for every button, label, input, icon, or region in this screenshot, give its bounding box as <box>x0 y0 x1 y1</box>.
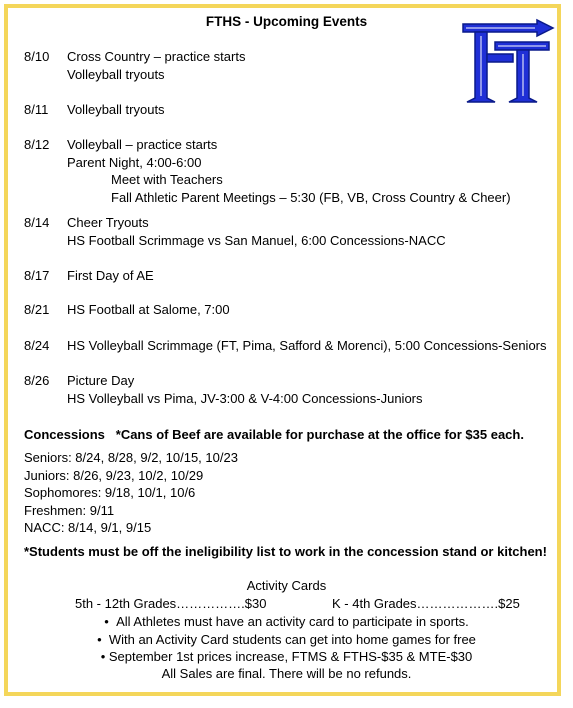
event-line: Parent Night, 4:00-6:00 <box>67 154 202 170</box>
event-line: First Day of AE <box>67 268 154 283</box>
event-subline: Meet with Teachers <box>111 172 223 187</box>
price-grades-k-4: K - 4th Grades……………….$25 <box>332 596 520 611</box>
concessions-schedule <box>24 449 238 537</box>
event-date: 8/24 <box>24 338 50 353</box>
price-grades-5-12: 5th - 12th Grades…………….$30 <box>75 596 267 611</box>
event-line: Volleyball tryouts <box>67 66 165 82</box>
event-line: HS Volleyball vs Pima, JV-3:00 & V-4:00 Concessions-Juniors <box>67 390 423 406</box>
bullet-item: • With an Activity Card students can get into home games for free <box>97 632 476 647</box>
concessions-note: *Cans of Beef are available for purchase at the office for $35 each. <box>104 427 524 442</box>
concessions-header <box>24 427 524 442</box>
activity-cards-footer: All Sales are final. There will be no refunds. <box>161 666 412 681</box>
bullet-item: • September 1st prices increase, FTMS & FTHS-$35 & MTE-$30 <box>100 649 473 664</box>
event-date: 8/14 <box>24 215 50 230</box>
concession-row: Freshmen: 9/11 <box>24 502 115 518</box>
concession-row: Seniors: 8/24, 8/28, 9/2, 10/15, 10/23 <box>24 450 238 465</box>
event-line: HS Volleyball Scrimmage (FT, Pima, Safford & Morenci), 5:00 Concessions-Seniors <box>67 338 547 353</box>
ft-logo-icon <box>461 18 555 104</box>
concessions-heading: Concessions <box>24 427 105 442</box>
concession-row: Juniors: 8/26, 9/23, 10/2, 10/29 <box>24 467 204 483</box>
concession-row: NACC: 8/14, 9/1, 9/15 <box>24 520 152 535</box>
event-date: 8/26 <box>24 373 50 388</box>
event-line: Volleyball – practice starts <box>67 137 218 152</box>
event-date: 8/11 <box>24 102 49 117</box>
event-date: 8/21 <box>24 302 50 317</box>
bullet-item: • All Athletes must have an activity card to participate in sports. <box>104 614 469 629</box>
concessions-warning: *Students must be off the ineligibility list to work in the concession stand or kitchen! <box>24 544 547 559</box>
page-title: FTHS - Upcoming Events <box>205 14 368 29</box>
event-date: 8/12 <box>24 137 50 152</box>
event-line: Cross Country – practice starts <box>67 49 246 64</box>
concession-row: Sophomores: 9/18, 10/1, 10/6 <box>24 485 196 500</box>
event-line: HS Football at Salome, 7:00 <box>67 302 230 317</box>
activity-cards-heading: Activity Cards <box>246 578 327 593</box>
event-line: Volleyball tryouts <box>67 102 165 117</box>
event-line: Cheer Tryouts <box>67 215 149 230</box>
event-line: HS Football Scrimmage vs San Manuel, 6:00 Concessions-NACC <box>67 232 446 248</box>
event-date: 8/17 <box>24 268 50 283</box>
event-date: 8/10 <box>24 49 50 64</box>
event-line: Picture Day <box>67 373 135 388</box>
event-subline: Fall Athletic Parent Meetings – 5:30 (FB, VB, Cross Country & Cheer) <box>111 189 511 205</box>
